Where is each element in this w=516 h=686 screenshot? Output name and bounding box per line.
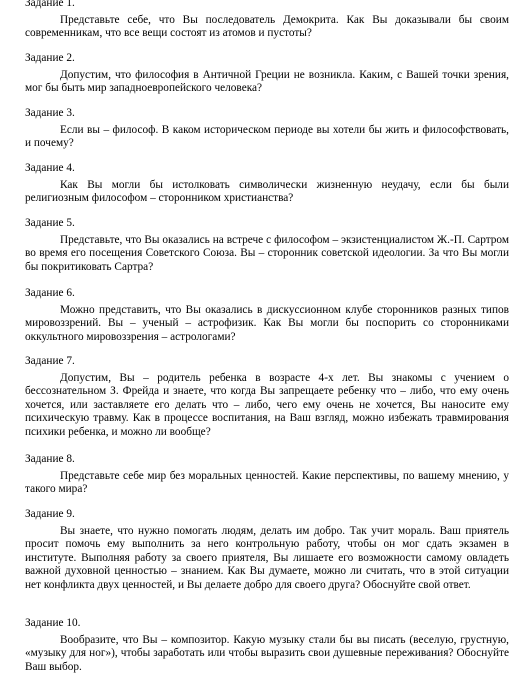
- task-1: [25, 0, 509, 41]
- task-text: Допустим, что философия в Античной Греции не возникла. Каким, с Вашей точки зрения, мог бы быть мир западноевропейского человека?: [25, 68, 509, 95]
- task-title: Задание 1.: [25, 0, 75, 9]
- task-7: [25, 355, 509, 440]
- task-title: Задание 10.: [25, 617, 81, 629]
- task-5: [25, 217, 509, 274]
- task-title: Задание 3.: [25, 107, 75, 119]
- task-2: [25, 52, 509, 96]
- task-8: [25, 453, 509, 497]
- task-text: Если вы – философ. В каком историческом периоде вы хотели бы жить и философствовать, и почему?: [25, 123, 509, 150]
- task-9: [25, 508, 509, 593]
- task-text: Представьте себе мир без моральных ценностей. Какие перспективы, по вашему мнению, у такого мира?: [25, 469, 509, 496]
- task-title: Задание 9.: [25, 508, 75, 520]
- task-text: Вообразите, что Вы – композитор. Какую музыку стали бы вы писать (веселую, грустную, «музыку для ног»), чтобы заработать или чтобы выразить свои душевные переживания? Обоснуйте Ваш выбор.: [25, 633, 509, 673]
- task-text: Представьте себе, что Вы последователь Демокрита. Как Вы доказывали бы своим современникам, что все вещи состоят из атомов и пустоты?: [25, 13, 509, 40]
- task-title: Задание 2.: [25, 52, 75, 64]
- task-4: [25, 162, 509, 206]
- task-6: [25, 287, 509, 344]
- task-title: Задание 6.: [25, 287, 75, 299]
- task-text: Как Вы могли бы истолковать символически жизненную неудачу, если бы были религиозным философом – сторонником христианства?: [25, 178, 509, 205]
- task-title: Задание 8.: [25, 453, 75, 465]
- task-title: Задание 4.: [25, 162, 75, 174]
- task-text: Допустим, Вы – родитель ребенка в возрасте 4-х лет. Вы знакомы с учением о бессознательном З. Фрейда и знаете, что когда Вы запрещаете ребенку что – либо, что ему очень хочется, или заставляете его делать что – либо, чего ему очень не хочется, Вы наносите ему психическую травму. Как в процессе воспитания, на Ваш взгляд, можно избежать травмирования психики ребенка, и можно ли вообще?: [25, 371, 509, 438]
- task-10: [25, 617, 509, 674]
- task-title: Задание 5.: [25, 217, 75, 229]
- task-text: Вы знаете, что нужно помогать людям, делать им добро. Так учит мораль. Ваш приятель просит помочь ему выполнить за него контрольную работу, чтобы он мог сдать экзамен в институте. Выполняя работу за своего приятеля, Вы лишаете его возможности самому овладеть важной духовной ценностью – знанием. Как Вы думаете, можно ли считать, что в этой ситуации нет конфликта двух ценностей, и Вы делаете добро для своего друга? Обоснуйте свой ответ.: [25, 524, 509, 591]
- task-3: [25, 107, 509, 151]
- task-text: Можно представить, что Вы оказались в дискуссионном клубе сторонников разных типов мировоззрений. Вы – ученый – астрофизик. Как Вы могли бы поспорить со сторонниками оккультного мировоззрения – астрологами?: [25, 303, 509, 343]
- task-title: Задание 7.: [25, 355, 75, 367]
- task-text: Представьте, что Вы оказались на встрече с философом – экзистенциалистом Ж.-П. Сартром во время его посещения Советского Союза. Вы – сторонник советской идеологии. За что Вы могли бы покритиковать Сартра?: [25, 233, 509, 273]
